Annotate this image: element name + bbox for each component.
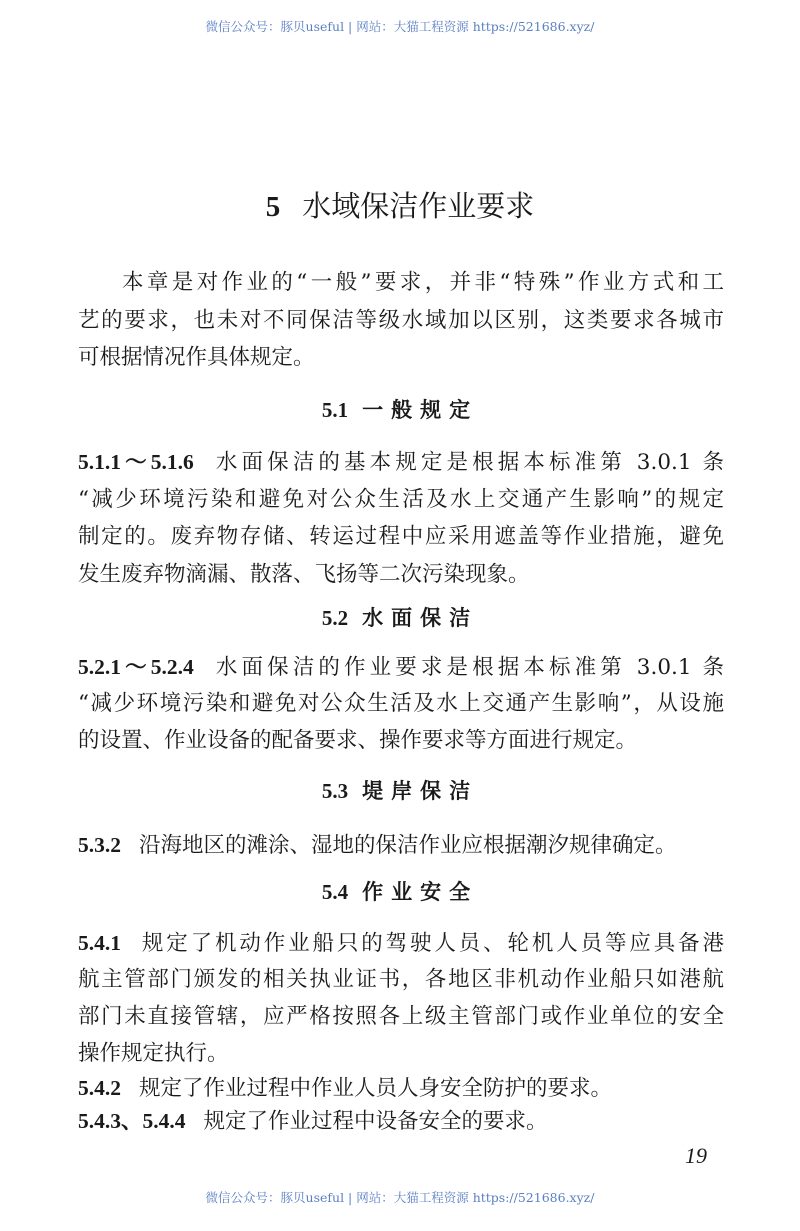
section-number: 5.4 (321, 880, 349, 904)
clause-line (78, 447, 724, 478)
clause-text: 水面保洁的作业要求是根据本标准第 3.0.1 条 (211, 655, 724, 680)
clause-line: 发生废弃物滴漏、散落、飞扬等二次污染现象。 (78, 562, 530, 587)
clause-line (78, 928, 724, 959)
clause-text: 水面保洁的基本规定是根据本标准第 3.0.1 条 (211, 450, 724, 475)
clause-label: 5.2.1～5.2.4 (78, 655, 194, 679)
watermark-header: 微信公众号：豚贝useful | 网站：大猫工程资源 https://521686.xyz/ (205, 19, 595, 34)
chapter-number: 5 (265, 191, 281, 223)
clause-line (78, 830, 724, 861)
section-number: 5.1 (321, 398, 349, 422)
clause-label: 5.4.2 (78, 1076, 121, 1100)
clause-line: 航主管部门颁发的相关执业证书，各地区非机动作业船只如港航 (78, 967, 724, 992)
clause-label: 5.4.1 (78, 931, 121, 955)
chapter-title-text: 水域保洁作业要求 (302, 189, 535, 223)
clause-line: 部门未直接管辖，应严格按照各上级主管部门或作业单位的安全 (78, 1004, 724, 1029)
section-heading-5-4 (0, 876, 800, 906)
page-number: 19 (685, 1143, 707, 1168)
intro-line: 可根据情况作具体规定。 (78, 345, 315, 370)
intro-line: 本章是对作业的“一般”要求，并非“特殊”作业方式和工 (122, 270, 724, 295)
clause-line (78, 1073, 724, 1104)
intro-line: 艺的要求，也未对不同保洁等级水域加以区别，这类要求各城市 (78, 308, 724, 333)
clause-label: 5.1.1～5.1.6 (78, 450, 194, 474)
clause-text: 规定了作业过程中作业人员人身安全防护的要求。 (139, 1076, 613, 1101)
clause-text: 规定了作业过程中设备安全的要求。 (203, 1109, 548, 1134)
section-title: 堤岸保洁 (362, 778, 479, 803)
clause-text: 沿海地区的滩涂、湿地的保洁作业应根据潮汐规律确定。 (139, 833, 677, 858)
watermark-footer: 微信公众号：豚贝useful | 网站：大猫工程资源 https://521686.xyz/ (205, 1190, 595, 1205)
section-heading-5-1 (0, 394, 800, 424)
clause-line: 制定的。废弃物存储、转运过程中应采用遮盖等作业措施，避免 (78, 524, 724, 549)
clause-line: “减少环境污染和避免对公众生活及水上交通产生影响”，从设施 (78, 691, 724, 716)
section-heading-5-2 (0, 602, 800, 632)
clause-line (78, 652, 724, 683)
clause-line: 的设置、作业设备的配备要求、操作要求等方面进行规定。 (78, 728, 638, 753)
section-number: 5.3 (321, 779, 349, 803)
clause-label: 5.3.2 (78, 833, 121, 857)
clause-text: 规定了机动作业船只的驾驶人员、轮机人员等应具备港 (139, 931, 724, 956)
clause-label: 5.4.3、5.4.4 (78, 1109, 186, 1133)
chapter-title (0, 184, 800, 225)
section-heading-5-3 (0, 775, 800, 805)
clause-line: “减少环境污染和避免对公众生活及水上交通产生影响”的规定 (78, 487, 724, 512)
clause-line (78, 1106, 724, 1137)
section-title: 水面保洁 (362, 605, 479, 630)
section-title: 作业安全 (362, 879, 479, 904)
section-number: 5.2 (321, 606, 349, 630)
section-title: 一般规定 (362, 397, 479, 422)
clause-line: 操作规定执行。 (78, 1041, 229, 1066)
